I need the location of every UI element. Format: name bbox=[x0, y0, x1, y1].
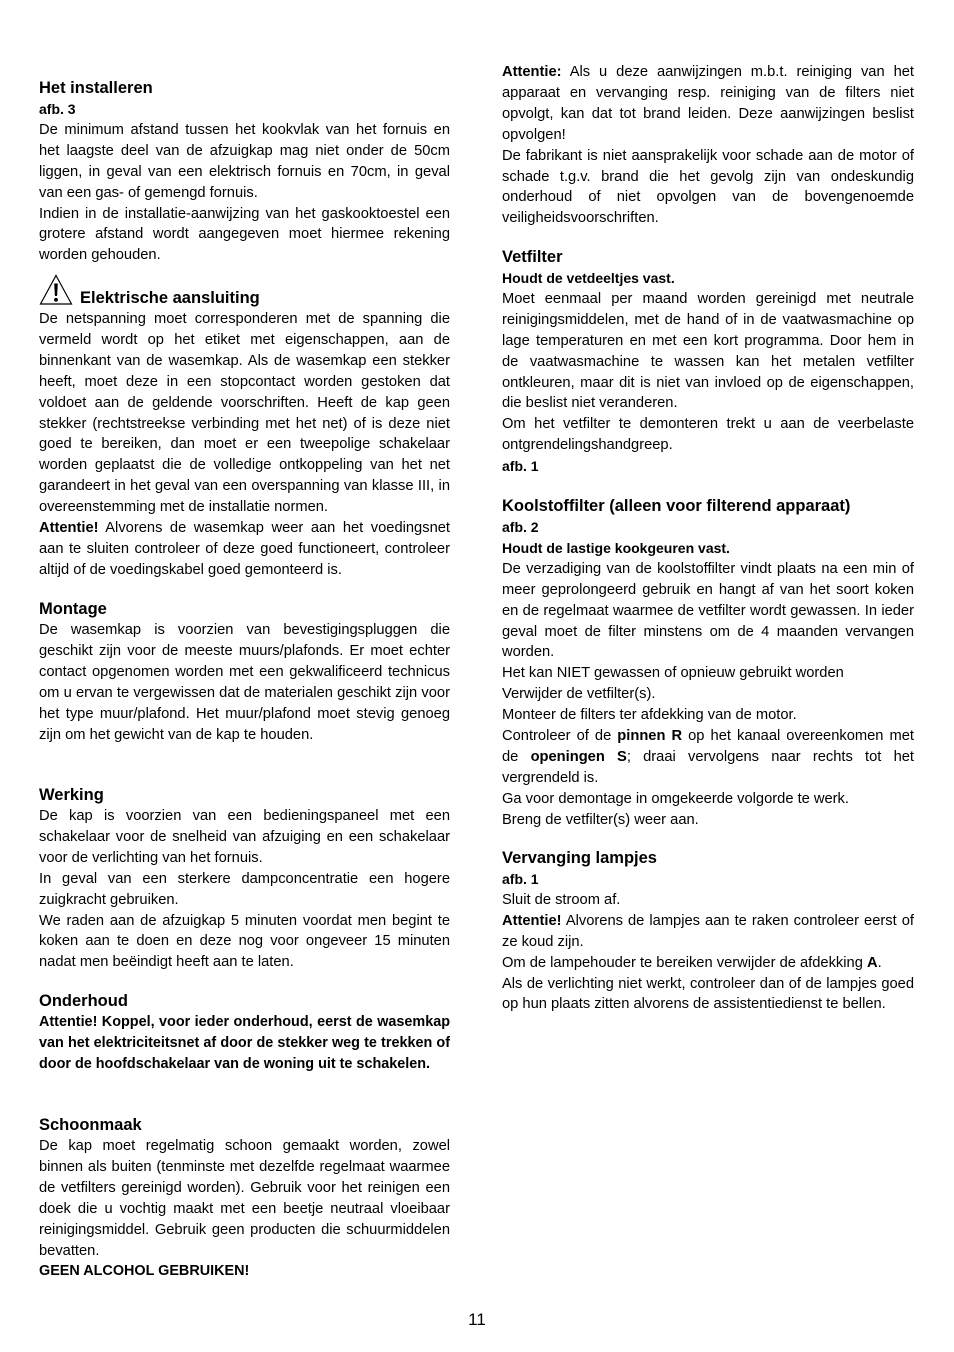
attention-text: Alvorens de wasemkap weer aan het voedingsnet aan te sluiten controleer of deze goed functioneert, controleer altijd of de voedingskabel goed gemonteerd is. bbox=[39, 520, 450, 578]
maintenance-warning: Attentie! Koppel, voor ieder onderhoud, eerst de wasemkap van het elektriciteitsnet af door de stekker weg te trekken of door de hoofdschakelaar van de woning uit te schakelen. bbox=[39, 1014, 450, 1072]
attention-label: Attentie! bbox=[39, 520, 99, 537]
subheading: Houdt de vetdeeltjes vast. bbox=[502, 270, 675, 286]
attention-paragraph bbox=[502, 62, 914, 146]
subheading: Houdt de lastige kookgeuren vast. bbox=[502, 539, 730, 556]
heading-schoonmaak: Schoonmaak bbox=[39, 1116, 142, 1134]
paragraph: De minimum afstand tussen het kookvlak van het fornuis en het laagste deel van de afzuigkap mag niet onder de 50cm liggen, in geval van een elektrisch fornuis en 70cm, in geval van een gas- of gemengd fornuis. bbox=[39, 121, 450, 201]
connection-instruction bbox=[502, 726, 914, 789]
figure-reference: afb. 1 bbox=[502, 871, 539, 887]
attention-paragraph bbox=[39, 518, 450, 581]
instruction-text: . bbox=[877, 954, 882, 971]
instruction-text: Controleer of de bbox=[502, 728, 618, 745]
cover-instruction bbox=[502, 953, 914, 974]
paragraph: Breng de vetfilter(s) weer aan. bbox=[502, 811, 699, 828]
section-koolstoffilter bbox=[502, 495, 914, 831]
paragraph: Monteer de filters ter afdekking van de motor. bbox=[502, 707, 797, 724]
section-vetfilter bbox=[502, 246, 914, 477]
figure-reference: afb. 3 bbox=[39, 101, 76, 117]
alcohol-warning: GEEN ALCOHOL GEBRUIKEN! bbox=[39, 1263, 250, 1280]
section-installeren bbox=[39, 77, 450, 266]
section-attentie bbox=[502, 62, 914, 229]
attention-text: Alvorens de lampjes aan te raken controleer eerst of ze koud zijn. bbox=[502, 912, 914, 950]
attention-label: Attentie: bbox=[502, 64, 562, 80]
paragraph: De fabrikant is niet aansprakelijk voor schade aan de motor of schade t.g.v. brand die het gevolg zijn van ondeskundig onderhoud of niet opvolgen van de bovengenoemde veiligheidsvoorschriften. bbox=[502, 147, 914, 227]
section-vervanging-lampjes bbox=[502, 847, 914, 1015]
attention-label: Attentie! bbox=[502, 912, 562, 929]
paragraph: Ga voor demontage in omgekeerde volgorde te werk. bbox=[502, 790, 849, 807]
paragraph: De wasemkap is voorzien van bevestigingspluggen die geschikt zijn voor de meeste muurs/plafonds. Er moet echter contact opgenomen worden met een gekwalificeerd technicus om u ervan te vergewissen dat de materialen geschikt zijn voor het type muur/plafond. Het muur/plafond moet stevig genoeg zijn om het gewicht van de kap te houden. bbox=[39, 622, 450, 743]
heading-werking: Werking bbox=[39, 786, 104, 804]
cover-label: A bbox=[866, 954, 878, 971]
pins-label: pinnen R bbox=[617, 728, 683, 745]
section-schoonmaak bbox=[39, 1114, 450, 1282]
paragraph: Verwijder de vetfilter(s). bbox=[502, 686, 656, 703]
heading-elektrische-aansluiting: Elektrische aansluiting bbox=[80, 289, 260, 307]
paragraph: We raden aan de afzuigkap 5 minuten voordat men begint te koken aan te doen en deze nog voor ongeveer 15 minuten nadat men beëindigt heeft aan te laten. bbox=[39, 912, 450, 971]
paragraph: De kap moet regelmatig schoon gemaakt worden, zowel binnen als buiten (tenminste met dezelfde regelmaat waarmee de vetfilters gereinigd worden). Gebruik voor het reinigen een doek die u vochtig maakt met een beetje neutraal vloeibaar reinigingsmiddel. Gebruik geen producten die schuurmiddelen bevatten. bbox=[39, 1138, 450, 1259]
paragraph: In geval van een sterkere dampconcentratie een hogere zuigkracht gebruiken. bbox=[39, 870, 450, 908]
attention-paragraph bbox=[502, 911, 914, 953]
instruction-text: op het kanaal overeenkomen met de bbox=[502, 728, 914, 765]
section-werking bbox=[39, 784, 450, 973]
paragraph: Als de verlichting niet werkt, controleer dan of de lampjes goed op hun plaats zitten alvorens de assistentiedienst te bellen. bbox=[502, 975, 914, 1013]
heading-vervanging-lampjes: Vervanging lampjes bbox=[502, 849, 657, 867]
paragraph: De netspanning moet corresponderen met de spanning die vermeld wordt op het etiket met eigenschappen, aan de binnenkant van de wasemkap. Als de wasemkap een stekker heeft, moet deze in een stopcontact worden gestoken dat voldoet aan de geldende voorschriften. Heeft de kap geen stekker (rechtstreekse verbinding met het net) of is deze niet goed te bereiken, dan moet er een tweepolige schakelaar worden geplaatst die de volledige ontkoppeling van het net garandeert in het geval van een overspanning van klasse III, in overeenstemming met de installatie normen. bbox=[39, 311, 450, 516]
heading-onderhoud: Onderhoud bbox=[39, 992, 128, 1010]
page-number: 11 bbox=[468, 1310, 486, 1329]
paragraph: Moet eenmaal per maand worden gereinigd met neutrale reinigingsmiddelen, met de hand of in de vaatwasmachine op lage temperaturen en met een kort programma. Door hem in de vaatwasmachine te wassen kan het metalen vetfilter ontkleuren, maar dit is niet van invloed op de eigenschappen, die beslist niet veranderen. bbox=[502, 290, 914, 412]
figure-reference: afb. 2 bbox=[502, 519, 539, 535]
openings-label: openingen S bbox=[530, 748, 627, 765]
paragraph: Om het vetfilter te demonteren trekt u aan de veerbelaste ontgrendelingshandgreep. bbox=[502, 416, 914, 454]
heading-koolstoffilter: Koolstoffilter (alleen voor filterend apparaat) bbox=[502, 497, 851, 515]
paragraph: Indien in de installatie-aanwijzing van het gaskooktoestel een grotere afstand wordt aangegeven moet hiermee rekening worden gehouden. bbox=[39, 205, 450, 264]
paragraph: De kap is voorzien van een bedieningspaneel met een schakelaar voor de snelheid van afzuiging en een schakelaar voor de verlichting van het fornuis. bbox=[39, 808, 450, 866]
heading-vetfilter: Vetfilter bbox=[502, 248, 563, 266]
paragraph: Sluit de stroom af. bbox=[502, 891, 621, 908]
paragraph: De verzadiging van de koolstoffilter vindt plaats na een min of meer geprolongeerd gebruik en hangt af van het soort koken en de regelmaat waarmee de vetfilter wordt gewassen. In ieder geval moet de filter minstens om de 4 maanden vervangen worden. bbox=[502, 560, 914, 661]
figure-reference: afb. 1 bbox=[502, 458, 539, 475]
section-montage bbox=[39, 598, 450, 745]
heading-montage: Montage bbox=[39, 600, 107, 618]
paragraph: Het kan NIET gewassen of opnieuw gebruikt worden bbox=[502, 665, 844, 682]
instruction-text: Om de lampehouder te bereiken verwijder de afdekking bbox=[502, 954, 867, 971]
attention-text: Als u deze aanwijzingen m.b.t. reiniging van het apparaat en vervanging resp. reiniging van de filters niet opvolgt, kan dat tot brand leiden. Deze aanwijzingen beslist opvolgen! bbox=[502, 64, 914, 143]
section-onderhoud bbox=[39, 990, 450, 1075]
section-elektrische-aansluiting bbox=[39, 287, 450, 581]
instruction-text: ; draai vervolgens naar rechts tot het vergrendeld is. bbox=[502, 748, 915, 786]
heading-installeren: Het installeren bbox=[39, 79, 153, 97]
